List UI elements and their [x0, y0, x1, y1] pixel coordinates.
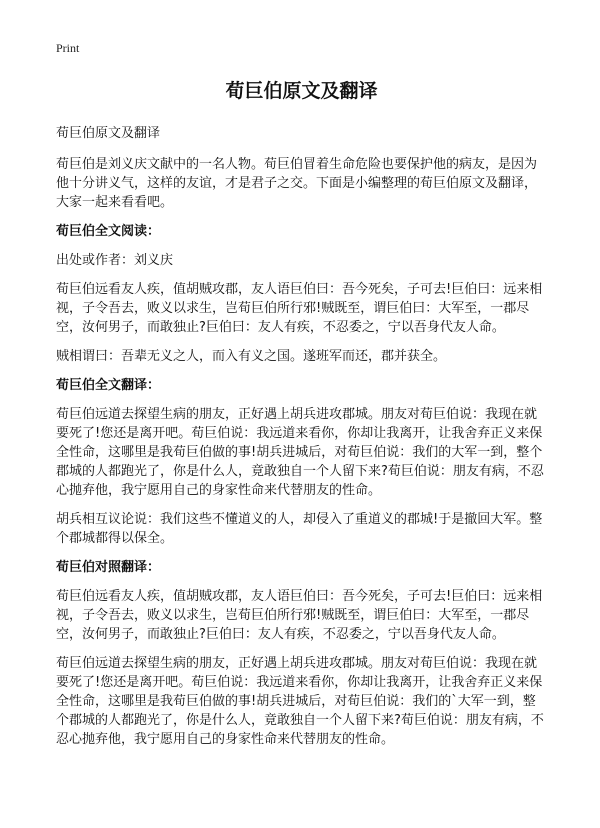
source-author-paragraph: 出处或作者：刘义庆 — [56, 253, 174, 268]
section-heading-translation: 荀巨伯全文翻译： — [56, 378, 161, 393]
original-text-paragraph: 贼相谓曰：吾辈无义之人，而入有义之国。遂班军而还，郡并获全。 — [56, 349, 447, 364]
section-heading-full-text: 荀巨伯全文阅读： — [56, 224, 161, 239]
print-link[interactable]: Print — [56, 41, 80, 55]
section-heading-comparison: 荀巨伯对照翻译： — [56, 560, 161, 575]
comparison-original-paragraph: 荀巨伯远看友人疾，值胡贼攻郡，友人语巨伯曰：吾今死矣，子可去!巨伯曰：远来相视，子令吾去，败义以求生，岂荀巨伯所行邪!贼既至，谓巨伯曰：大军至，一郡尽空，汝何男子，而敢独止?巨伯曰：友人有疾，不忍委之，宁以吾身代友人命。 — [56, 589, 543, 642]
article-subtitle: 荀巨伯原文及翻译 — [56, 126, 161, 141]
original-text-paragraph: 荀巨伯远看友人疾，值胡贼攻郡，友人语巨伯曰：吾今死矣，子可去!巨伯曰：远来相视，子令吾去，败义以求生，岂荀巨伯所行邪!贼既至，谓巨伯曰：大军至，一郡尽空，汝何男子，而敢独止?巨伯曰：友人有疾，不忍委之，宁以吾身代友人命。 — [56, 282, 543, 335]
comparison-translation-paragraph: 荀巨伯远道去探望生病的朋友，正好遇上胡兵进攻郡城。朋友对荀巨伯说：我现在就要死了!您还是离开吧。荀巨伯说：我远道来看你，你却让我离开，让我舍弃正义来保全性命，这哪里是我荀巨伯做的事!胡兵进城后，对荀巨伯说：我们的`大军一到，整个郡城的人都跑光了，你是什么人，竟敢独自一个人留下来?荀巨伯说：朋友有病，不忍心抛弃他，我宁愿用自己的身家性命来代替朋友的性命。 — [56, 656, 544, 747]
page-title: 荀巨伯原文及翻译 — [225, 80, 378, 102]
intro-paragraph: 荀巨伯是刘义庆文献中的一名人物。荀巨伯冒着生命危险也要保护他的病友，是因为他十分讲义气，这样的友谊，才是君子之交。下面是小编整理的荀巨伯原文及翻译，大家一起来看看吧。 — [56, 157, 538, 210]
translation-paragraph: 荀巨伯远道去探望生病的朋友，正好遇上胡兵进攻郡城。朋友对荀巨伯说：我现在就要死了!您还是离开吧。荀巨伯说：我远道来看你，你却让我离开，让我舍弃正义来保全性命，这哪里是我荀巨伯做的事!胡兵进城后，对荀巨伯说：我们的大军一到，整个郡城的人都跑光了，你是什么人，竟敢独自一个人留下来?荀巨伯说：朋友有病，不忍心抛弃他，我宁愿用自己的身家性命来代替朋友的性命。 — [56, 407, 544, 498]
translation-paragraph: 胡兵相互议论说：我们这些不懂道义的人，却侵入了重道义的郡城!于是撤回大军。整个郡城都得以保全。 — [56, 512, 543, 546]
